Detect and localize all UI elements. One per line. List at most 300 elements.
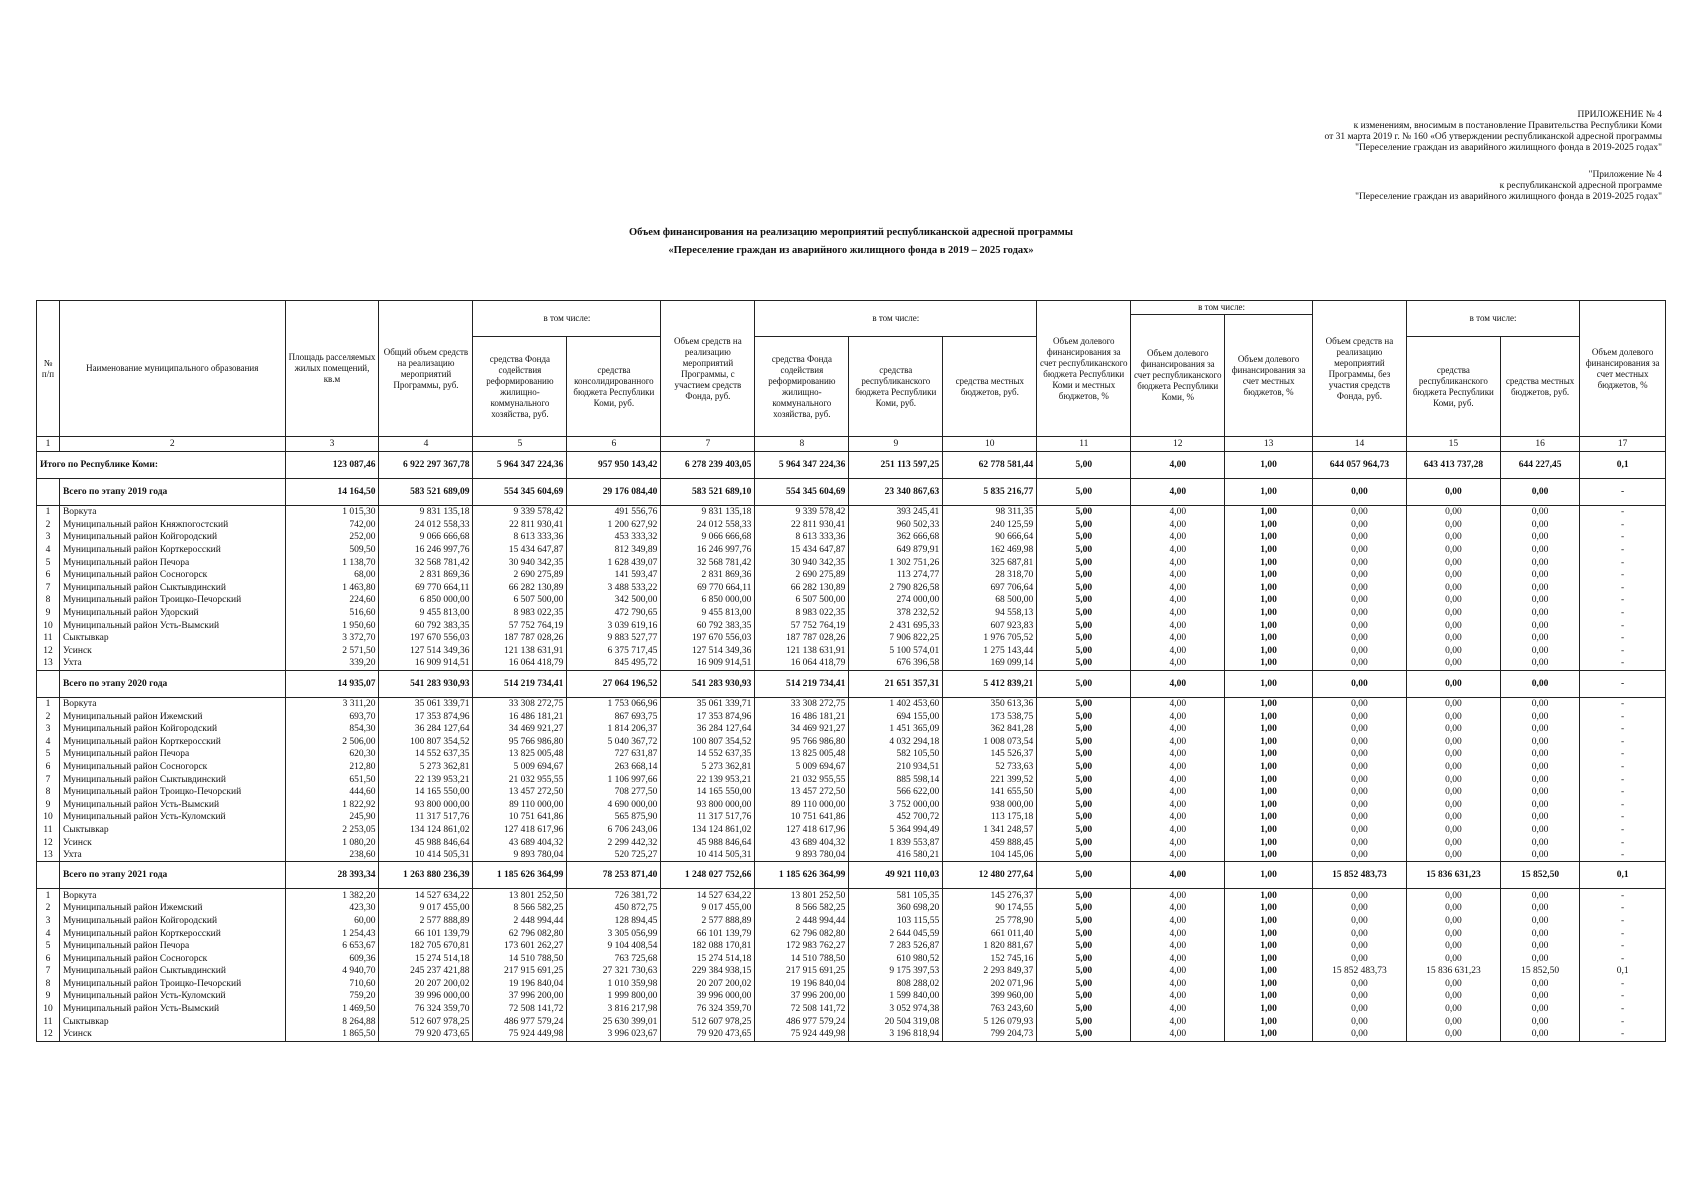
cell-value: 4,00 <box>1131 1003 1225 1016</box>
cell-value: 514 219 734,41 <box>755 670 849 697</box>
cell-value: 676 396,58 <box>849 657 943 670</box>
cell-value: 4,00 <box>1131 990 1225 1003</box>
cell-value: 5 100 574,01 <box>849 645 943 658</box>
table-row <box>37 645 1666 658</box>
table-row <box>37 761 1666 774</box>
cell-value: 6 375 717,45 <box>567 645 661 658</box>
cell-value: 651,50 <box>285 773 379 786</box>
cell-value: 13 825 005,48 <box>755 748 849 761</box>
cell-value: 0,00 <box>1312 723 1406 736</box>
cell-value: 342 500,00 <box>567 594 661 607</box>
cell-value: 0,00 <box>1406 619 1500 632</box>
table-row <box>37 952 1666 965</box>
municipality-name: Муниципальный район Сосногорск <box>59 952 285 965</box>
cell-value: 202 071,96 <box>943 978 1037 991</box>
cell-value: 100 807 354,52 <box>661 736 755 749</box>
row-number: 2 <box>37 902 60 915</box>
cell-value: 217 915 691,25 <box>473 965 567 978</box>
cell-value: 0,00 <box>1406 723 1500 736</box>
cell-value: 217 915 691,25 <box>755 965 849 978</box>
cell-value: 89 110 000,00 <box>755 798 849 811</box>
cell-value: - <box>1580 594 1666 607</box>
cell-value: 491 556,76 <box>567 506 661 519</box>
cell-value: 0,00 <box>1406 889 1500 902</box>
cell-value: 15 434 647,87 <box>473 544 567 557</box>
cell-value: 2 293 849,37 <box>943 965 1037 978</box>
cell-value: 5,00 <box>1037 506 1131 519</box>
municipality-name: Муниципальный район Троицко-Печорский <box>59 786 285 799</box>
cell-value: 4,00 <box>1131 836 1225 849</box>
appendix-line-4: "Переселение граждан из аварийного жилищного фонда в 2019-2025 годах" <box>1355 143 1662 153</box>
cell-value: 28 393,34 <box>285 862 379 889</box>
cell-value: 960 502,33 <box>849 519 943 532</box>
stage-total-row <box>37 670 1666 697</box>
cell-value: 75 924 449,98 <box>755 1028 849 1041</box>
row-number: 10 <box>37 811 60 824</box>
municipality-name: Муниципальный район Сыктывдинский <box>59 582 285 595</box>
cell-value: 95 766 986,80 <box>755 736 849 749</box>
table-row <box>37 927 1666 940</box>
municipality-name: Муниципальный район Печора <box>59 748 285 761</box>
column-number: 15 <box>1406 437 1500 452</box>
cell-value: 123 087,46 <box>285 452 379 479</box>
table-row <box>37 978 1666 991</box>
cell-value: 19 196 840,04 <box>473 978 567 991</box>
cell-value: 742,00 <box>285 519 379 532</box>
header-local: средства местных бюджетов, руб. <box>943 337 1037 437</box>
cell-value: 1 753 066,96 <box>567 697 661 710</box>
cell-value: 141 655,50 <box>943 786 1037 799</box>
appendix-line-5: "Приложение № 4 <box>1588 170 1662 180</box>
cell-value: 0,00 <box>1312 697 1406 710</box>
cell-value: 0,00 <box>1406 519 1500 532</box>
cell-value: - <box>1580 657 1666 670</box>
stage-total-row <box>37 862 1666 889</box>
cell-value: 693,70 <box>285 710 379 723</box>
column-number: 14 <box>1312 437 1406 452</box>
cell-value: 1 451 365,09 <box>849 723 943 736</box>
cell-value: 1 814 206,37 <box>567 723 661 736</box>
table-row <box>37 544 1666 557</box>
cell-value: 5,00 <box>1037 582 1131 595</box>
cell-value: 0,00 <box>1406 849 1500 862</box>
cell-value: 5,00 <box>1037 902 1131 915</box>
document-title-line-1: Объем финансирования на реализацию мероприятий республиканской адресной программы <box>629 227 1073 238</box>
cell-value: 0,00 <box>1406 582 1500 595</box>
header-share-rep: Объем долевого финансирования за счет республиканского бюджета Республики Коми, % <box>1131 315 1225 437</box>
cell-value: 5 835 216,77 <box>943 479 1037 506</box>
cell-value: 104 145,06 <box>943 849 1037 862</box>
cell-value: - <box>1580 990 1666 1003</box>
cell-value: 34 469 921,27 <box>755 723 849 736</box>
row-number: 1 <box>37 506 60 519</box>
cell-value: 1,00 <box>1225 862 1313 889</box>
cell-value: 5,00 <box>1037 836 1131 849</box>
cell-value: 8 566 582,25 <box>755 902 849 915</box>
cell-value: 0,00 <box>1406 697 1500 710</box>
cell-value: - <box>1580 889 1666 902</box>
cell-value: - <box>1580 556 1666 569</box>
cell-value: 4,00 <box>1131 619 1225 632</box>
cell-value: 444,60 <box>285 786 379 799</box>
cell-value: 1,00 <box>1225 645 1313 658</box>
cell-value: - <box>1580 748 1666 761</box>
cell-value: 1,00 <box>1225 519 1313 532</box>
cell-value: 0,00 <box>1500 927 1579 940</box>
cell-value: 68,00 <box>285 569 379 582</box>
cell-value: 0,00 <box>1500 645 1579 658</box>
cell-value: 20 207 200,02 <box>379 978 473 991</box>
cell-value: 710,60 <box>285 978 379 991</box>
cell-value: 4,00 <box>1131 710 1225 723</box>
column-number: 10 <box>943 437 1037 452</box>
cell-value: 0,00 <box>1500 544 1579 557</box>
cell-value: 1 200 627,92 <box>567 519 661 532</box>
cell-value: 0,00 <box>1500 531 1579 544</box>
cell-value: 3 488 533,22 <box>567 582 661 595</box>
cell-value: 0,00 <box>1500 761 1579 774</box>
header-fund-2: средства Фонда содействия реформированию жилищно-коммунального хозяйства, руб. <box>755 337 849 437</box>
municipality-name: Муниципальный район Усть-Куломский <box>59 811 285 824</box>
row-number: 6 <box>37 761 60 774</box>
cell-value: 76 324 359,70 <box>661 1003 755 1016</box>
appendix-line-1: ПРИЛОЖЕНИЕ № 4 <box>1577 110 1662 120</box>
cell-value: 0,00 <box>1500 657 1579 670</box>
cell-value: 661 011,40 <box>943 927 1037 940</box>
cell-value: 4,00 <box>1131 1015 1225 1028</box>
cell-value: 4,00 <box>1131 697 1225 710</box>
column-number: 1 <box>37 437 60 452</box>
cell-value: 1 820 881,67 <box>943 940 1037 953</box>
cell-value: 1,00 <box>1225 582 1313 595</box>
cell-value: 0,00 <box>1406 978 1500 991</box>
cell-value: 2 506,00 <box>285 736 379 749</box>
cell-value: 11 317 517,76 <box>379 811 473 824</box>
cell-value: 224,60 <box>285 594 379 607</box>
cell-value: 4,00 <box>1131 1028 1225 1041</box>
cell-value: 0,00 <box>1312 849 1406 862</box>
municipality-name: Воркута <box>59 889 285 902</box>
cell-value: 0,00 <box>1500 915 1579 928</box>
cell-value: 251 113 597,25 <box>849 452 943 479</box>
cell-value: 141 593,47 <box>567 569 661 582</box>
cell-value: 15 274 514,18 <box>379 952 473 965</box>
row-number: 2 <box>37 519 60 532</box>
cell-value: 0,00 <box>1406 761 1500 774</box>
cell-value: 145 526,37 <box>943 748 1037 761</box>
cell-value: 0,00 <box>1312 582 1406 595</box>
cell-value: 16 909 914,51 <box>379 657 473 670</box>
cell-value: 0,00 <box>1500 569 1579 582</box>
cell-value: 5,00 <box>1037 556 1131 569</box>
cell-value: 2 431 695,33 <box>849 619 943 632</box>
cell-value: 1,00 <box>1225 736 1313 749</box>
cell-value: 0,00 <box>1500 1015 1579 1028</box>
cell-value: 14 552 637,35 <box>379 748 473 761</box>
cell-value: 1,00 <box>1225 761 1313 774</box>
cell-value: 1,00 <box>1225 836 1313 849</box>
cell-value: 423,30 <box>285 902 379 915</box>
column-number: 17 <box>1580 437 1666 452</box>
row-number: 11 <box>37 824 60 837</box>
cell-value: 0,00 <box>1406 544 1500 557</box>
cell-value: 0,00 <box>1406 670 1500 697</box>
cell-value: 459 888,45 <box>943 836 1037 849</box>
appendix-line-6: к республиканской адресной программе <box>1499 181 1662 191</box>
cell-value: 5,00 <box>1037 965 1131 978</box>
cell-value: 0,00 <box>1312 990 1406 1003</box>
cell-value: 1,00 <box>1225 723 1313 736</box>
cell-value: 0,00 <box>1312 1003 1406 1016</box>
cell-value: 0,00 <box>1312 940 1406 953</box>
header-incl-4: в том числе: <box>1406 301 1579 337</box>
cell-value: 0,00 <box>1406 506 1500 519</box>
cell-value: 3 052 974,38 <box>849 1003 943 1016</box>
cell-value: 9 883 527,77 <box>567 632 661 645</box>
cell-value: 22 811 930,41 <box>755 519 849 532</box>
header-share-local-2: Объем долевого финансирования за счет местных бюджетов, % <box>1580 301 1666 437</box>
cell-value: 32 568 781,42 <box>661 556 755 569</box>
table-row <box>37 748 1666 761</box>
cell-value: 5,00 <box>1037 619 1131 632</box>
cell-value: 4,00 <box>1131 811 1225 824</box>
cell-value: 0,00 <box>1500 619 1579 632</box>
row-number: 8 <box>37 978 60 991</box>
cell-value: 1 865,50 <box>285 1028 379 1041</box>
cell-value: - <box>1580 1015 1666 1028</box>
cell-value: 609,36 <box>285 952 379 965</box>
row-number <box>37 479 60 506</box>
cell-value: 4,00 <box>1131 736 1225 749</box>
cell-value: 763 725,68 <box>567 952 661 965</box>
header-incl-3: в том числе: <box>1131 301 1313 315</box>
cell-value: 520 725,27 <box>567 849 661 862</box>
cell-value: 4,00 <box>1131 607 1225 620</box>
cell-value: 0,00 <box>1312 556 1406 569</box>
municipality-name: Сыктывкар <box>59 824 285 837</box>
cell-value: 0,00 <box>1312 479 1406 506</box>
cell-value: 6 653,67 <box>285 940 379 953</box>
cell-value: 362 666,68 <box>849 531 943 544</box>
table-row <box>37 990 1666 1003</box>
cell-value: 5,00 <box>1037 889 1131 902</box>
cell-value: 0,00 <box>1406 632 1500 645</box>
cell-value: 162 469,98 <box>943 544 1037 557</box>
row-number: 12 <box>37 1028 60 1041</box>
cell-value: - <box>1580 710 1666 723</box>
column-number: 6 <box>567 437 661 452</box>
cell-value: 726 381,72 <box>567 889 661 902</box>
cell-value: 0,00 <box>1406 710 1500 723</box>
table-row <box>37 940 1666 953</box>
cell-value: 610 980,52 <box>849 952 943 965</box>
cell-value: 4,00 <box>1131 452 1225 479</box>
cell-value: 0,00 <box>1406 594 1500 607</box>
cell-value: 0,1 <box>1580 862 1666 889</box>
cell-value: 0,00 <box>1406 902 1500 915</box>
cell-value: 17 353 874,96 <box>379 710 473 723</box>
header-republican-2: средства республиканского бюджета Республики Коми, руб. <box>1406 337 1500 437</box>
cell-value: 128 894,45 <box>567 915 661 928</box>
cell-value: 5,00 <box>1037 519 1131 532</box>
cell-value: 1,00 <box>1225 786 1313 799</box>
cell-value: 1,00 <box>1225 915 1313 928</box>
cell-value: 0,1 <box>1580 452 1666 479</box>
cell-value: 0,00 <box>1312 824 1406 837</box>
cell-value: 3 305 056,99 <box>567 927 661 940</box>
cell-value: 1 185 626 364,99 <box>473 862 567 889</box>
cell-value: 867 693,75 <box>567 710 661 723</box>
cell-value: 145 276,37 <box>943 889 1037 902</box>
cell-value: 16 486 181,21 <box>473 710 567 723</box>
cell-value: 514 219 734,41 <box>473 670 567 697</box>
cell-value: 5 364 994,49 <box>849 824 943 837</box>
cell-value: 152 745,16 <box>943 952 1037 965</box>
cell-value: 1 248 027 752,66 <box>661 862 755 889</box>
cell-value: 16 246 997,76 <box>379 544 473 557</box>
row-number: 12 <box>37 645 60 658</box>
cell-value: 134 124 861,02 <box>379 824 473 837</box>
cell-value: 2 790 826,58 <box>849 582 943 595</box>
cell-value: 0,00 <box>1312 798 1406 811</box>
cell-value: 0,00 <box>1500 889 1579 902</box>
cell-value: 16 909 914,51 <box>661 657 755 670</box>
cell-value: 274 000,00 <box>849 594 943 607</box>
appendix-line-7: "Переселение граждан из аварийного жилищного фонда в 2019-2025 годах" <box>1355 192 1662 202</box>
cell-value: 554 345 604,69 <box>473 479 567 506</box>
cell-value: 0,00 <box>1500 670 1579 697</box>
cell-value: 52 733,63 <box>943 761 1037 774</box>
cell-value: 15 852,50 <box>1500 862 1579 889</box>
cell-value: 39 996 000,00 <box>661 990 755 1003</box>
cell-value: 6 278 239 403,05 <box>661 452 755 479</box>
cell-value: 9 066 666,68 <box>661 531 755 544</box>
cell-value: 5,00 <box>1037 1003 1131 1016</box>
cell-value: 0,00 <box>1500 836 1579 849</box>
cell-value: 13 801 252,50 <box>755 889 849 902</box>
cell-value: 30 940 342,35 <box>473 556 567 569</box>
cell-value: 3 311,20 <box>285 697 379 710</box>
column-number: 2 <box>59 437 285 452</box>
cell-value: - <box>1580 645 1666 658</box>
cell-value: 1,00 <box>1225 657 1313 670</box>
cell-value: 5,00 <box>1037 849 1131 862</box>
cell-value: 2 571,50 <box>285 645 379 658</box>
cell-value: 938 000,00 <box>943 798 1037 811</box>
cell-value: 22 139 953,21 <box>661 773 755 786</box>
cell-value: 0,00 <box>1312 594 1406 607</box>
cell-value: 472 790,65 <box>567 607 661 620</box>
cell-value: 13 457 272,50 <box>755 786 849 799</box>
cell-value: 17 353 874,96 <box>661 710 755 723</box>
cell-value: 62 796 082,80 <box>755 927 849 940</box>
cell-value: 37 996 200,00 <box>755 990 849 1003</box>
cell-value: 0,00 <box>1312 786 1406 799</box>
table-row <box>37 1028 1666 1041</box>
cell-value: 2 831 869,36 <box>379 569 473 582</box>
cell-value: 5,00 <box>1037 531 1131 544</box>
cell-value: 1,00 <box>1225 798 1313 811</box>
cell-value: - <box>1580 902 1666 915</box>
table-body <box>37 437 1666 1042</box>
table-row <box>37 723 1666 736</box>
cell-value: 0,00 <box>1312 811 1406 824</box>
cell-value: - <box>1580 824 1666 837</box>
cell-value: 0,00 <box>1406 990 1500 1003</box>
cell-value: 57 752 764,19 <box>755 619 849 632</box>
cell-value: 11 317 517,76 <box>661 811 755 824</box>
cell-value: 0,00 <box>1500 594 1579 607</box>
cell-value: 393 245,41 <box>849 506 943 519</box>
cell-value: 620,30 <box>285 748 379 761</box>
cell-value: 90 174,55 <box>943 902 1037 915</box>
row-number: 7 <box>37 582 60 595</box>
table-row <box>37 556 1666 569</box>
cell-value: 45 988 846,64 <box>661 836 755 849</box>
cell-value: 221 399,52 <box>943 773 1037 786</box>
cell-value: 24 012 558,33 <box>379 519 473 532</box>
cell-value: - <box>1580 506 1666 519</box>
cell-value: 2 577 888,89 <box>661 915 755 928</box>
cell-value: - <box>1580 736 1666 749</box>
municipality-name: Итого по Республике Коми: <box>37 452 286 479</box>
cell-value: 187 787 028,26 <box>473 632 567 645</box>
cell-value: 0,00 <box>1500 556 1579 569</box>
cell-value: 541 283 930,93 <box>379 670 473 697</box>
cell-value: 0,00 <box>1312 670 1406 697</box>
cell-value: 263 668,14 <box>567 761 661 774</box>
cell-value: 325 687,81 <box>943 556 1037 569</box>
cell-value: 8 613 333,36 <box>755 531 849 544</box>
cell-value: 1 263 880 236,39 <box>379 862 473 889</box>
table-row <box>37 902 1666 915</box>
cell-value: 0,00 <box>1312 773 1406 786</box>
cell-value: 1,00 <box>1225 1003 1313 1016</box>
cell-value: 245 237 421,88 <box>379 965 473 978</box>
cell-value: 3 372,70 <box>285 632 379 645</box>
cell-value: 0,00 <box>1312 1015 1406 1028</box>
cell-value: 1 185 626 364,99 <box>755 862 849 889</box>
cell-value: 4,00 <box>1131 786 1225 799</box>
cell-value: 1,00 <box>1225 619 1313 632</box>
column-number: 11 <box>1037 437 1131 452</box>
cell-value: 9 455 813,00 <box>379 607 473 620</box>
cell-value: 14 527 634,22 <box>379 889 473 902</box>
cell-value: 1 302 751,26 <box>849 556 943 569</box>
cell-value: 694 155,00 <box>849 710 943 723</box>
cell-value: 212,80 <box>285 761 379 774</box>
cell-value: 45 988 846,64 <box>379 836 473 849</box>
cell-value: 9 104 408,54 <box>567 940 661 953</box>
cell-value: 5,00 <box>1037 736 1131 749</box>
cell-value: 0,00 <box>1312 889 1406 902</box>
row-number: 4 <box>37 544 60 557</box>
row-number: 5 <box>37 748 60 761</box>
cell-value: 2 448 994,44 <box>473 915 567 928</box>
municipality-name: Ухта <box>59 849 285 862</box>
cell-value: 79 920 473,65 <box>661 1028 755 1041</box>
cell-value: 0,00 <box>1312 632 1406 645</box>
cell-value: 2 577 888,89 <box>379 915 473 928</box>
cell-value: 2 448 994,44 <box>755 915 849 928</box>
cell-value: 5 412 839,21 <box>943 670 1037 697</box>
cell-value: 36 284 127,64 <box>379 723 473 736</box>
cell-value: 72 508 141,72 <box>755 1003 849 1016</box>
cell-value: 15 836 631,23 <box>1406 862 1500 889</box>
cell-value: - <box>1580 479 1666 506</box>
cell-value: 0,00 <box>1406 811 1500 824</box>
header-share-local: Объем долевого финансирования за счет местных бюджетов, % <box>1225 315 1313 437</box>
